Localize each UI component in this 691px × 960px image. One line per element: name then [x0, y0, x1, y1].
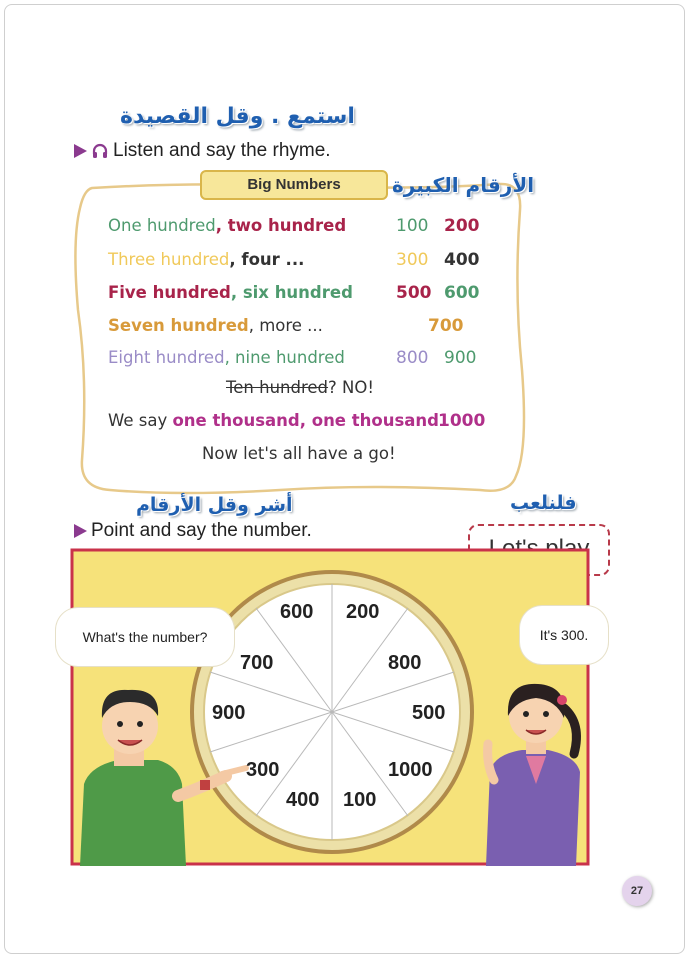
arabic-heading-point: أشر وقل الأرقام [136, 494, 293, 516]
wheel-number-700: 700 [240, 652, 274, 674]
listen-instruction [74, 140, 331, 162]
play-scene [70, 548, 590, 866]
rhyme-line-6-rest: ? NO! [328, 378, 374, 397]
wheel-number-100: 100 [343, 789, 377, 811]
num-100: 100 [396, 216, 429, 236]
rhyme-line-1-a: One hundred [108, 216, 216, 235]
num-200: 200 [444, 216, 480, 236]
num-900: 900 [444, 348, 477, 368]
arabic-play-label: فلنلعب [510, 492, 577, 514]
wheel-number-900: 900 [212, 702, 246, 724]
boy-speech-bubble: What's the number? [56, 608, 234, 666]
rhyme-line-7-a: We say [108, 411, 173, 430]
num-800: 800 [396, 348, 429, 368]
wheel-number-500: 500 [412, 702, 446, 724]
rhyme-line-2-b: , four ... [229, 250, 305, 269]
page-number: 27 [622, 876, 652, 906]
play-arrow-icon [74, 144, 87, 158]
rhyme-title: Big Numbers [200, 170, 388, 200]
rhyme-line-8: Now let's all have a go! [202, 444, 396, 463]
num-700: 700 [428, 316, 464, 336]
rhyme-line-2 [108, 250, 304, 269]
rhyme-line-3-b: , six hundred [230, 283, 353, 302]
num-400: 400 [444, 250, 480, 270]
wheel-number-400: 400 [286, 789, 320, 811]
rhyme-line-2-a: Three hundred [108, 250, 230, 269]
wheel-number-200: 200 [346, 601, 380, 623]
girl-speech-bubble: It's 300. [520, 606, 608, 664]
listen-instruction-text: Listen and say the rhyme. [113, 140, 331, 161]
num-500: 500 [396, 283, 432, 303]
num-600: 600 [444, 283, 480, 303]
num-300: 300 [396, 250, 429, 270]
wheel-number-800: 800 [388, 652, 422, 674]
rhyme-line-1-b: , two hundred [215, 216, 347, 235]
wheel-number-1000: 1000 [388, 759, 433, 781]
rhyme-line-4-b: , more ... [248, 316, 323, 335]
point-instruction [74, 520, 312, 542]
rhyme-line-3-a: Five hundred [108, 283, 231, 302]
rhyme-line-5-b: , nine hundred [224, 348, 345, 367]
point-instruction-text: Point and say the number. [91, 520, 312, 541]
rhyme-line-6-strike: Ten hundred [226, 378, 329, 397]
rhyme-line-7 [108, 411, 439, 430]
rhyme-line-3 [108, 283, 353, 302]
wheel-number-600: 600 [280, 601, 314, 623]
rhyme-line-4-a: Seven hundred [108, 316, 249, 335]
rhyme-line-5 [108, 348, 345, 367]
arabic-heading-listen: استمع . وقل القصيدة [120, 104, 355, 129]
arabic-rhyme-title: الأرقام الكبيرة [392, 173, 535, 197]
rhyme-line-4 [108, 316, 323, 335]
rhyme-line-7-b: one thousand, one thousand [172, 411, 439, 430]
rhyme-line-5-a: Eight hundred [108, 348, 225, 367]
play-arrow-icon-2 [74, 524, 87, 538]
rhyme-line-1 [108, 216, 346, 235]
headphones-icon [91, 142, 109, 160]
wheel-number-300: 300 [246, 759, 280, 781]
rhyme-line-6 [226, 378, 374, 397]
num-1000: 1000 [438, 411, 486, 431]
